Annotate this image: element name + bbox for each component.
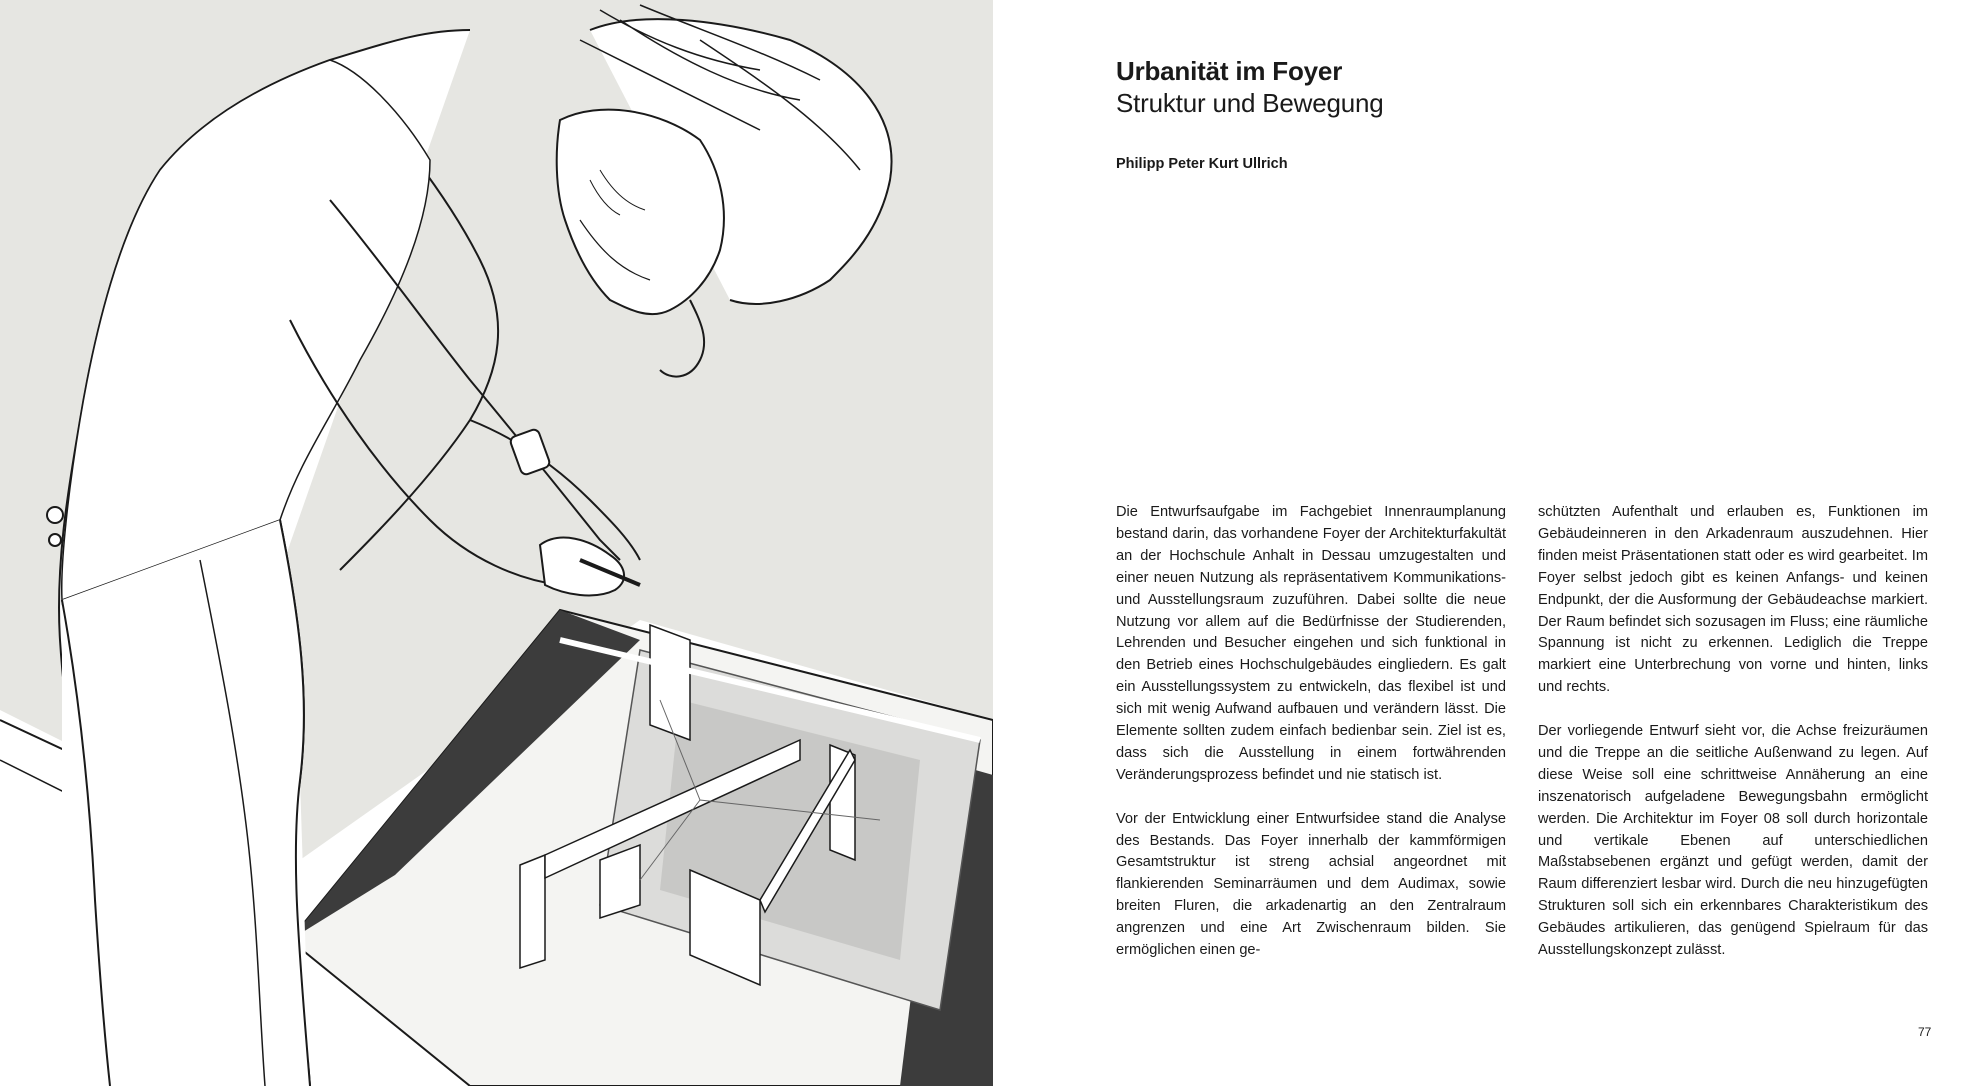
- paragraph: Vor der Entwicklung einer Entwurfsidee stand die Analyse des Bestands. Das Foyer innerhalb der kammförmigen Gesamtstruktur ist streng achsial angeordnet mit flankierenden Seminarräumen und dem Audimax, sowie breiten Fluren, die arkadenartig an den Zentralraum angrenzen und eine Art Zwischenraum bilden. Sie ermöglichen einen ge-: [1116, 810, 1506, 959]
- text-column-left: [1116, 502, 1506, 984]
- text-page: [993, 0, 1984, 1086]
- paragraph: Die Entwurfsaufgabe im Fachgebiet Innenraumplanung bestand darin, das vorhandene Foyer der Architekturfakultät an der Hochschule Anhalt in Dessau umzugestalten und einer neuen Nutzung als repräsentativem Kommunikations- und Ausstellungsraum zuzuführen. Dabei sollte die neue Nutzung vor allem auf die Bedürfnisse der Studierenden, Lehrenden und Besucher eingehen und sich funktional in den Betrieb eines Hochschulgebäudes eingliedern. Es galt ein Ausstellungssystem zu entwickeln, das flexibel ist und sich mit wenig Aufwand aufbauen und verändern lässt. Die Elemente sollten zudem einfach bedienbar sein. Ziel ist es, dass sich die Ausstellung in einem fortwährenden Veränderungsprozess befindet und nie statisch ist.: [1116, 504, 1506, 783]
- page-subtitle: Struktur und Bewegung: [1116, 88, 1384, 118]
- page-number: 77: [1918, 1025, 1932, 1039]
- author-name: Philipp Peter Kurt Ullrich: [1116, 156, 1288, 172]
- page-title: Urbanität im Foyer: [1116, 56, 1343, 86]
- paragraph: Der vorliegende Entwurf sieht vor, die Achse freizuräumen und die Treppe an die seitliche Außenwand zu legen. Auf diese Weise soll eine schrittweise Annäherung an eine inszenatorisch aufgeladene Bewegungsbahn ermöglicht werden. Die Architektur im Foyer 08 soll durch horizontale und vertikale Ebenen auf unterschiedlichen Maßstabsebenen ergänzt und gefügt werden, damit der Raum differenziert lesbar wird. Durch die neu hinzugefügten Strukturen soll sich ein erkennbares Charakteristikum des Gebäudes artikulieren, das genügend Spielraum für das Ausstellungskonzept zulässt.: [1538, 723, 1928, 959]
- text-column-right: [1538, 502, 1928, 984]
- paragraph: schützten Aufenthalt und erlauben es, Funktionen im Gebäudeinneren in den Arkadenraum auszudehnen. Hier finden meist Präsentationen statt oder es wird gearbeitet. Im Foyer selbst jedoch gibt es keinen Anfangs- und keinen Endpunkt, der die Ausformung der Gebäudeachse markiert. Der Raum befindet sich sozusagen im Fluss; eine räumliche Spannung ist nicht zu erkennen. Lediglich die Treppe markiert eine Unterbrechung von vorne und hinten, links und rechts.: [1538, 504, 1928, 696]
